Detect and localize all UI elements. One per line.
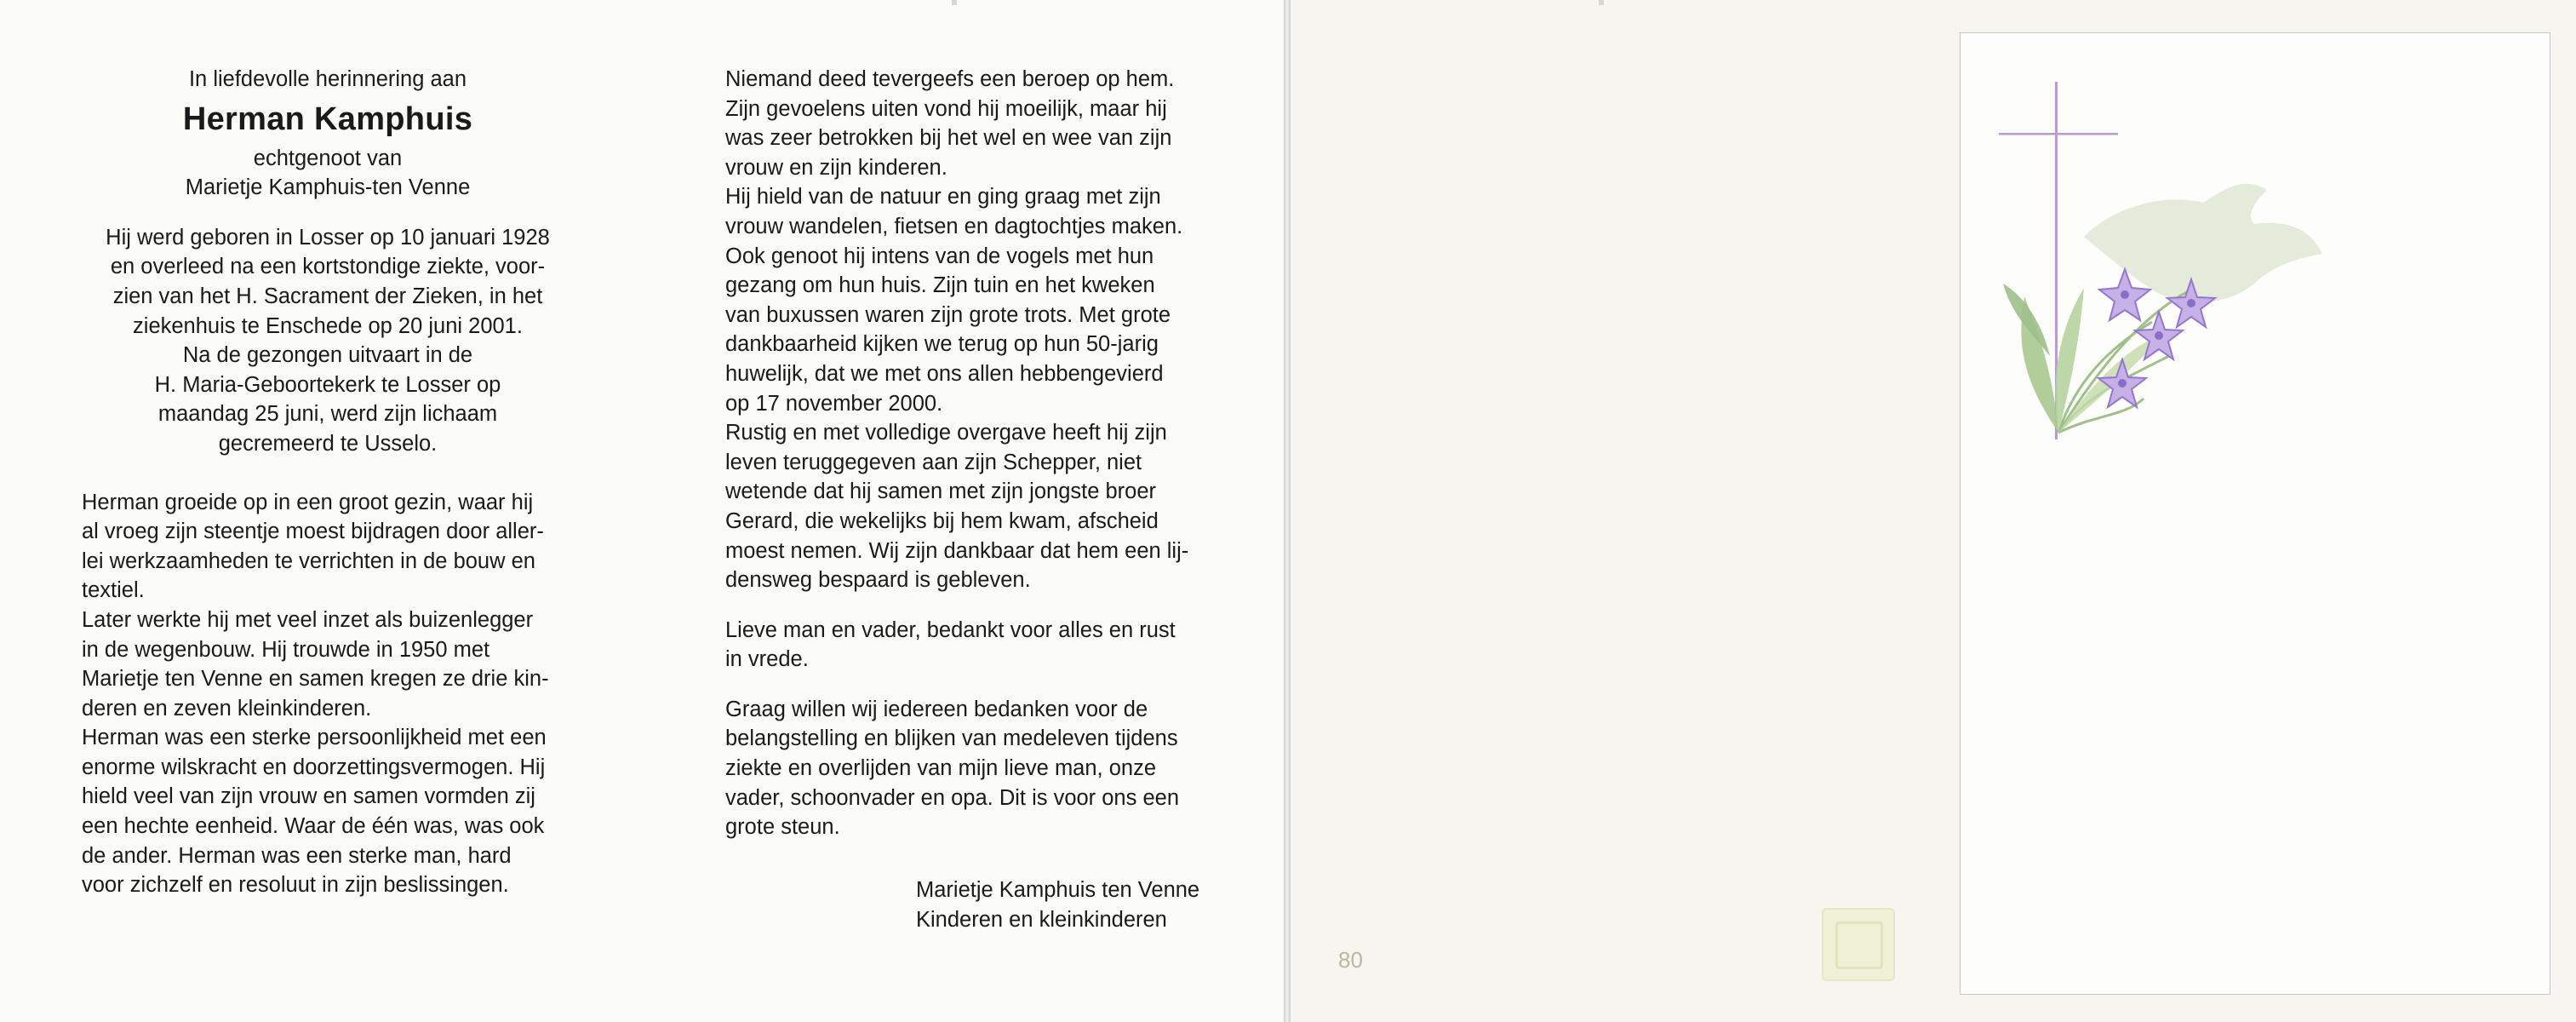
- printer-stamp-mark: [1835, 922, 1883, 969]
- memory-line: op 17 november 2000.: [725, 391, 943, 416]
- memory-line: van buxussen waren zijn grote trots. Met grote: [725, 302, 1171, 327]
- life-story-block: [82, 488, 574, 900]
- memory-line: gezang om hun huis. Zijn tuin en het kweken: [725, 273, 1155, 298]
- biography-block: [82, 223, 574, 459]
- story-line: lei werkzaamheden te verrichten in de bouw en: [82, 548, 535, 573]
- memories-paragraph: [725, 65, 1215, 595]
- thanks-line: Graag willen wij iedereen bedanken voor de: [725, 697, 1148, 721]
- story-line: in de wegenbouw. Hij trouwde in 1950 met: [82, 637, 490, 662]
- memory-line: Rustig en met volledige overgave heeft hij zijn: [725, 421, 1167, 445]
- memory-line: vrouw wandelen, fietsen en dagtochtjes maken.: [725, 214, 1183, 238]
- bio-line: H. Maria-Geboortekerk te Losser op: [154, 372, 501, 397]
- signature-block: [916, 876, 1199, 934]
- bio-line: gecremeerd te Usselo.: [218, 431, 438, 456]
- page-number: 80: [1338, 947, 1363, 973]
- print-mark: [952, 0, 957, 5]
- thanks-paragraph: [725, 695, 1215, 842]
- memory-line: leven teruggegeven aan zijn Schepper, niet: [725, 450, 1142, 474]
- memory-line: wetende dat hij samen met zijn jongste broer: [725, 479, 1157, 504]
- bio-line: ziekenhuis te Enschede op 20 juni 2001.: [133, 313, 523, 338]
- farewell-line: Lieve man en vader, bedankt voor alles en rust: [725, 617, 1176, 642]
- story-line: enorme wilskracht en doorzettingsvermogen. Hij: [82, 755, 546, 779]
- farewell-line: in vrede.: [725, 647, 809, 672]
- story-line: de ander. Herman was een sterke man, hard: [82, 843, 512, 868]
- story-line: voor zichzelf en resoluut in zijn beslissingen.: [82, 873, 509, 898]
- farewell-paragraph: [725, 616, 1215, 675]
- memory-line: densweg bespaard is gebleven.: [725, 568, 1031, 593]
- story-line: deren en zeven kleinkinderen.: [82, 696, 372, 721]
- intro-text: In liefdevolle herinnering aan: [188, 67, 467, 91]
- memory-line: moest nemen. Wij zijn dankbaar dat hem een lij-: [725, 538, 1189, 563]
- bio-line: maandag 25 juni, werd zijn lichaam: [157, 402, 498, 427]
- cross-dove-flowers-icon: [1973, 75, 2331, 450]
- story-line: Herman was een sterke persoonlijkheid met een: [82, 726, 547, 750]
- printer-stamp: [1822, 908, 1895, 981]
- thanks-line: ziekte en overlijden van mijn lieve man, onze: [725, 756, 1157, 781]
- bio-line: en overleed na een kortstondige ziekte, voor-: [110, 255, 546, 279]
- signature-line-1: Marietje Kamphuis ten Venne: [916, 878, 1200, 902]
- story-line: Later werkte hij met veel inzet als buizenlegger: [82, 607, 534, 632]
- story-line: textiel.: [82, 578, 145, 603]
- spouse-line-2: Marietje Kamphuis-ten Venne: [185, 175, 471, 200]
- bio-line: zien van het H. Sacrament der Zieken, in het: [112, 284, 543, 308]
- memory-line: was zeer betrokken bij het wel en wee van zijn: [725, 126, 1172, 151]
- right-text-column: [725, 65, 1215, 842]
- card-fold: [1284, 0, 1291, 1022]
- print-mark: [1599, 0, 1604, 5]
- left-text-column: [82, 65, 574, 900]
- story-line: hield veel van zijn vrouw en samen vormden zij: [82, 784, 535, 809]
- story-line: Marietje ten Venne en samen kregen ze drie kin-: [82, 667, 549, 692]
- story-line: Herman groeide op in een groot gezin, waar hij: [82, 490, 534, 514]
- memory-line: Gerard, die wekelijks bij hem kwam, afscheid: [725, 508, 1159, 533]
- memory-line: Zijn gevoelens uiten vond hij moeilijk, maar hij: [725, 96, 1167, 121]
- memory-line: dankbaarheid kijken we terug op hun 50-jarig: [725, 332, 1159, 357]
- memory-line: huwelijk, dat we met ons allen hebbengevierd: [725, 361, 1164, 386]
- inside-spread-page: [0, 0, 1284, 1022]
- bio-line: Hij werd geboren in Losser op 10 januari 1928: [106, 225, 550, 250]
- signature-line-2: Kinderen en kleinkinderen: [916, 907, 1167, 932]
- story-line: een hechte eenheid. Waar de één was, was ook: [82, 814, 545, 839]
- memory-line: Niemand deed tevergeefs een beroep op hem.: [725, 67, 1175, 91]
- memory-line: vrouw en zijn kinderen.: [725, 155, 947, 180]
- thanks-line: vader, schoonvader en opa. Dit is voor ons een: [725, 785, 1179, 810]
- deceased-name: Herman Kamphuis: [182, 100, 473, 137]
- cross-horizontal: [1999, 133, 2118, 135]
- thanks-line: grote steun.: [725, 815, 840, 840]
- story-line: al vroeg zijn steentje moest bijdragen door aller-: [82, 520, 544, 544]
- bio-line: Na de gezongen uitvaart in de: [182, 343, 473, 368]
- memory-line: Ook genoot hij intens van de vogels met hun: [725, 244, 1154, 268]
- spouse-line-1: echtgenoot van: [253, 146, 403, 170]
- thanks-line: belangstelling en blijken van medeleven tijdens: [725, 726, 1178, 751]
- memory-line: Hij hield van de natuur en ging graag met zijn: [725, 185, 1161, 210]
